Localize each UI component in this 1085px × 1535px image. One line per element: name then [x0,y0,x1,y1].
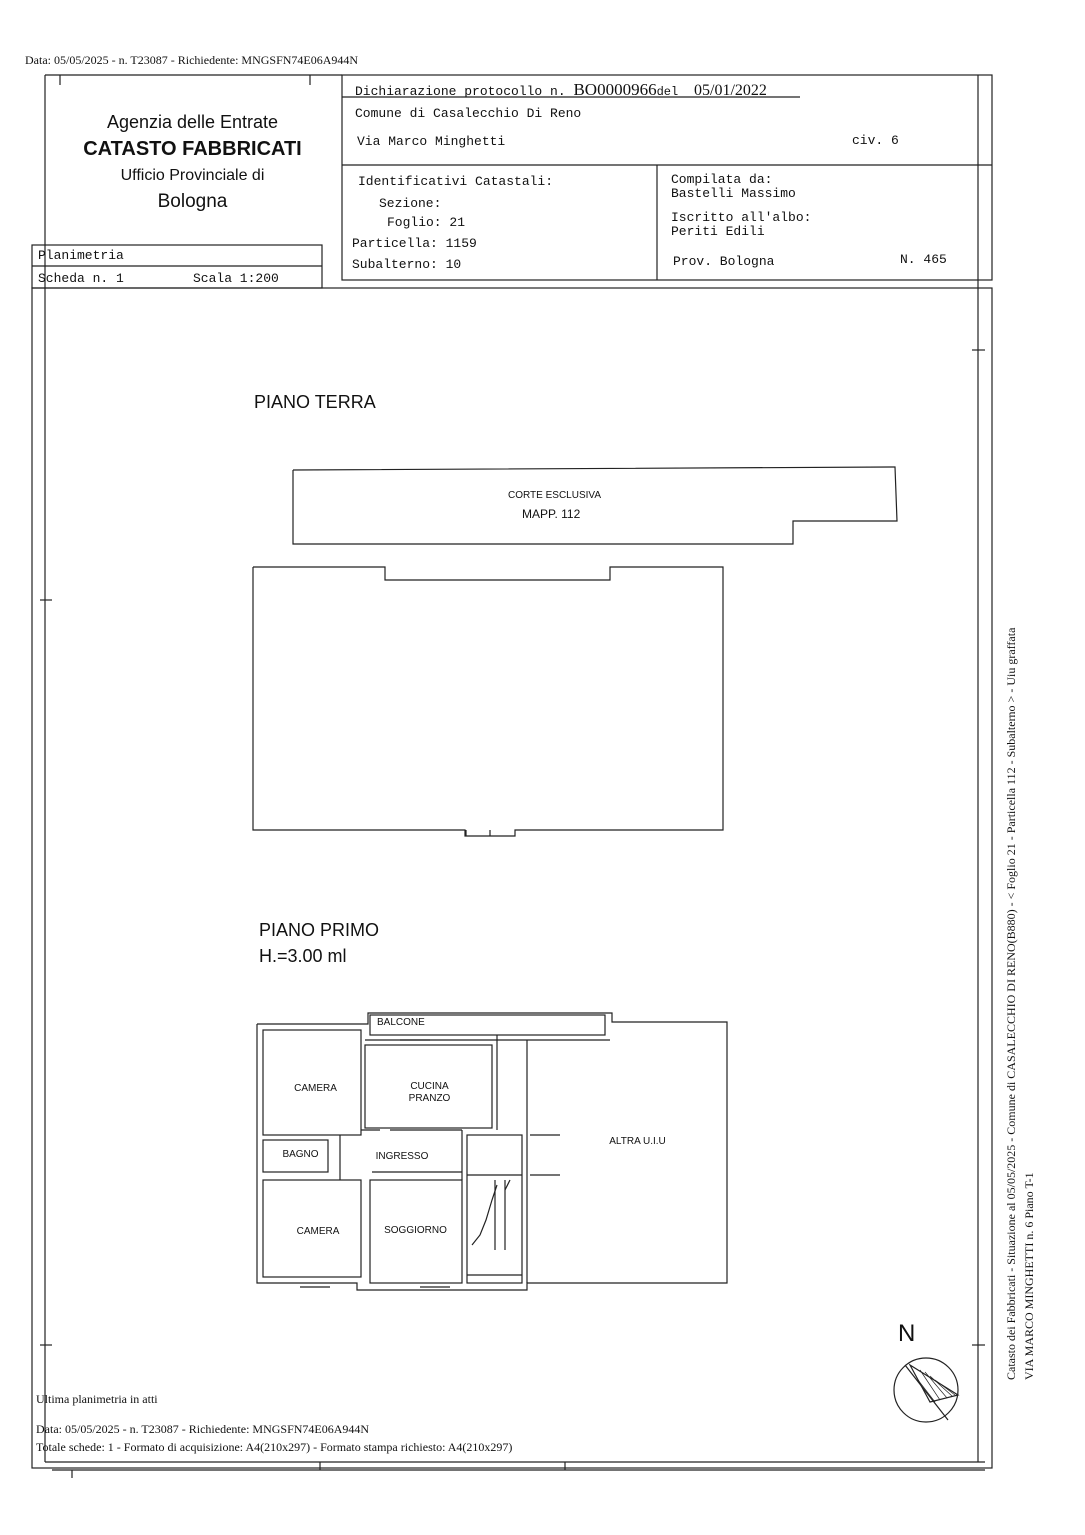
side-text-line1: Catasto dei Fabbricati - Situazione al 05/05/2025 - Comune di CASALECCHIO DI RENO(B880) - < Foglio 21 - Particella 112 - Subalterno > - Uiu graffata [1004,627,1018,1380]
numero: N. 465 [900,252,947,267]
room-soggiorno: SOGGIORNO [384,1225,447,1236]
compilata-label: Compilata da: [671,172,773,187]
room-cucina-line1: CUCINA [410,1081,449,1092]
piano-primo-title: PIANO PRIMO [259,920,380,940]
top-stamp: Data: 05/05/2025 - n. T23087 - Richiedente: MNGSFN74E06A944N [25,53,359,67]
ultima-planimetria: Ultima planimetria in atti [36,1392,158,1406]
subalterno: Subalterno: 10 [352,257,462,272]
room-bagno: BAGNO [282,1149,319,1160]
ufficio-city: Bologna [157,191,228,212]
particella: Particella: 1159 [352,236,477,251]
scala: Scala 1:200 [193,271,279,286]
sezione: Sezione: [379,196,442,211]
albo: Periti Edili [671,224,765,239]
room-camera-2: CAMERA [296,1226,340,1237]
scheda: Scheda n. 1 [38,271,124,286]
via: Via Marco Minghetti [357,134,506,149]
protocol-date: 05/01/2022 [694,82,767,99]
del-label: del [656,85,679,99]
protocol-label: Dichiarazione protocollo n. [355,84,566,99]
room-balcone: BALCONE [377,1017,425,1028]
footer-data: Data: 05/05/2025 - n. T23087 - Richiedente: MNGSFN74E06A944N [36,1422,370,1436]
room-cucina-line2: PRANZO [408,1093,451,1104]
mapp-label: MAPP. 112 [522,507,581,521]
corte-label: CORTE ESCLUSIVA [508,490,601,501]
room-camera-1: CAMERA [294,1083,337,1094]
height-label: H.=3.00 ml [259,946,347,966]
foglio: Foglio: 21 [387,215,466,230]
comune: Comune di Casalecchio Di Reno [355,106,582,121]
north-label: N [898,1320,916,1347]
side-text-line2: VIA MARCO MINGHETTI n. 6 Piano T-1 [1022,1172,1036,1380]
agency-block [70,110,315,216]
protocol-line [355,80,767,100]
catasto-title: CATASTO FABBRICATI [83,138,302,160]
piano-terra-title: PIANO TERRA [254,392,376,412]
ufficio-label: Ufficio Provinciale di [120,167,265,184]
room-ingresso: INGRESSO [375,1151,429,1162]
protocol-number: BO0000966 [573,80,657,99]
room-altra-uiu: ALTRA U.I.U [609,1136,666,1147]
prov: Prov. Bologna [673,254,775,269]
iscritto-label: Iscritto all'albo: [671,210,812,225]
room-cucina [392,1081,467,1105]
identificativi-title: Identificativi Catastali: [358,174,554,189]
compilata-name: Bastelli Massimo [671,186,796,201]
planimetria-label: Planimetria [38,248,124,263]
footer-totale: Totale schede: 1 - Formato di acquisizione: A4(210x297) - Formato stampa richiesto: A4(210x297) [36,1440,513,1454]
agency-name: Agenzia delle Entrate [106,112,279,132]
civ: civ. 6 [852,133,899,148]
